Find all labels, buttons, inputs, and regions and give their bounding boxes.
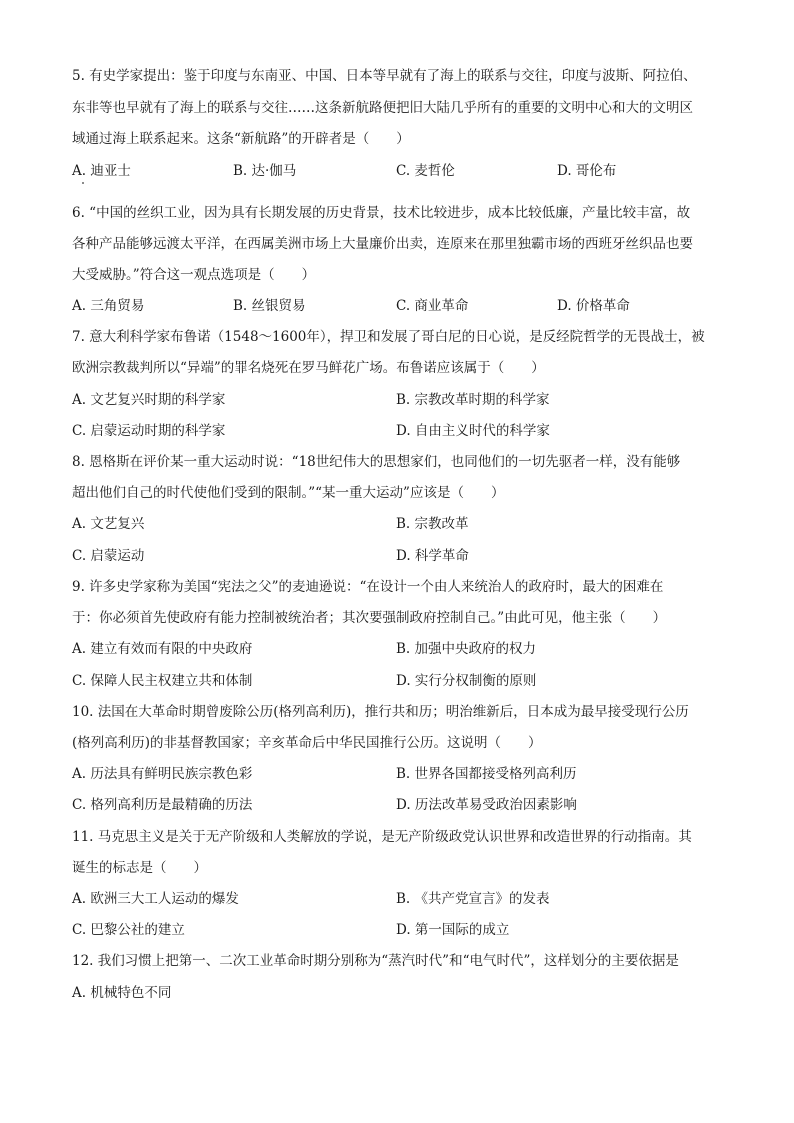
question-11-option-b: B. 《共产党宣言》的发表 [396, 891, 550, 907]
question-7-option-b: B. 宗教改革时期的科学家 [396, 392, 550, 408]
question-6-option-a: A. 三角贸易 [72, 298, 145, 314]
question-9-option-b: B. 加强中央政府的权力 [396, 641, 537, 657]
question-10-line-1: 10. 法国在大革命时期曾废除公历(格列高利历)，推行共和历；明治维新后，日本成为最早接受现行公历 [72, 704, 689, 720]
question-6-option-b: B. 丝银贸易 [233, 298, 306, 314]
question-7-option-d: D. 自由主义时代的科学家 [396, 423, 550, 439]
question-8-option-d: D. 科学革命 [396, 548, 469, 564]
question-11-line-1: 11. 马克思主义是关于无产阶级和人类解放的学说，是无产阶级政党认识世界和改造世界的行动指南。其 [72, 829, 692, 845]
question-10-option-c: C. 格列高利历是最精确的历法 [72, 797, 253, 813]
question-8-option-c: C. 启蒙运动 [72, 548, 145, 564]
question-5-line-2: 东非等也早就有了海上的联系与交往……这条新航路便把旧大陆几乎所有的重要的文明中心和大的文明区 [72, 100, 693, 116]
question-6-option-d: D. 价格革命 [557, 298, 630, 314]
question-6-option-c: C. 商业革命 [396, 298, 469, 314]
question-6-line-2: 各种产品能够远渡太平洋，在西属美洲市场上大量廉价出卖，连原来在那里独霸市场的西班牙丝织品也要 [72, 236, 693, 252]
question-5-option-b: B. 达·伽马 [233, 163, 297, 179]
question-5-option-a: A. 迪亚士 [72, 163, 131, 179]
question-5-option-d: D. 哥伦布 [557, 163, 617, 179]
question-12-line-1: 12. 我们习惯上把第一、二次工业革命时期分别称为“蒸汽时代”和“电气时代”，这样划分的主要依据是 [72, 953, 679, 969]
scan-speck [82, 182, 84, 184]
question-7-option-c: C. 启蒙运动时期的科学家 [72, 423, 226, 439]
question-10-option-d: D. 历法改革易受政治因素影响 [396, 797, 577, 813]
question-7-option-a: A. 文艺复兴时期的科学家 [72, 392, 226, 408]
question-9-option-d: D. 实行分权制衡的原则 [396, 673, 537, 689]
question-6-line-3: 大受威胁。”符合这一观点选项是（ ） [72, 267, 316, 283]
question-11-line-2: 诞生的标志是（ ） [72, 860, 207, 876]
question-11-option-a: A. 欧洲三大工人运动的爆发 [72, 891, 239, 907]
question-5-line-3: 域通过海上联系起来。这条“新航路”的开辟者是（ ） [72, 131, 410, 147]
question-9-option-c: C. 保障人民主权建立共和体制 [72, 673, 253, 689]
question-11-option-d: D. 第一国际的成立 [396, 922, 510, 938]
question-7-line-1: 7. 意大利科学家布鲁诺（1548～1600年），捍卫和发展了哥白尼的日心说，是反经院哲学的无畏战士，被 [72, 329, 705, 345]
question-10-line-2: (格列高利历)的非基督教国家；辛亥革命后中华民国推行公历。这说明（ ） [72, 735, 542, 751]
question-8-option-a: A. 文艺复兴 [72, 516, 145, 532]
question-11-option-c: C. 巴黎公社的建立 [72, 922, 185, 938]
question-9-line-1: 9. 许多史学家称为美国“宪法之父”的麦迪逊说：“在设计一个由人来统治人的政府时，最大的困难在 [72, 579, 664, 595]
question-8-option-b: B. 宗教改革 [396, 516, 469, 532]
question-9-line-2: 于：你必须首先使政府有能力控制被统治者；其次要强制政府控制自己。”由此可见，他主张（ ） [72, 610, 667, 626]
question-5-option-c: C. 麦哲伦 [396, 163, 455, 179]
question-9-option-a: A. 建立有效而有限的中央政府 [72, 641, 253, 657]
question-12-option-a: A. 机械特色不同 [72, 985, 172, 1001]
question-7-line-2: 欧洲宗教裁判所以“异端”的罪名烧死在罗马鲜花广场。布鲁诺应该属于（ ） [72, 360, 545, 376]
question-10-option-a: A. 历法具有鲜明民族宗教色彩 [72, 766, 253, 782]
question-10-option-b: B. 世界各国都接受格列高利历 [396, 766, 577, 782]
question-6-line-1: 6. “中国的丝织工业，因为具有长期发展的历史背景，技术比较进步，成本比较低廉，产量比较丰富，故 [72, 205, 691, 221]
question-8-line-2: 超出他们自己的时代使他们受到的限制。”“某一重大运动”应该是（ ） [72, 485, 505, 501]
question-5-line-1: 5. 有史学家提出：鉴于印度与东南亚、中国、日本等早就有了海上的联系与交往，印度与波斯、阿拉伯、 [72, 68, 697, 84]
question-8-line-1: 8. 恩格斯在评价某一重大运动时说：“18世纪伟大的思想家们，也同他们的一切先驱者一样，没有能够 [72, 454, 681, 470]
